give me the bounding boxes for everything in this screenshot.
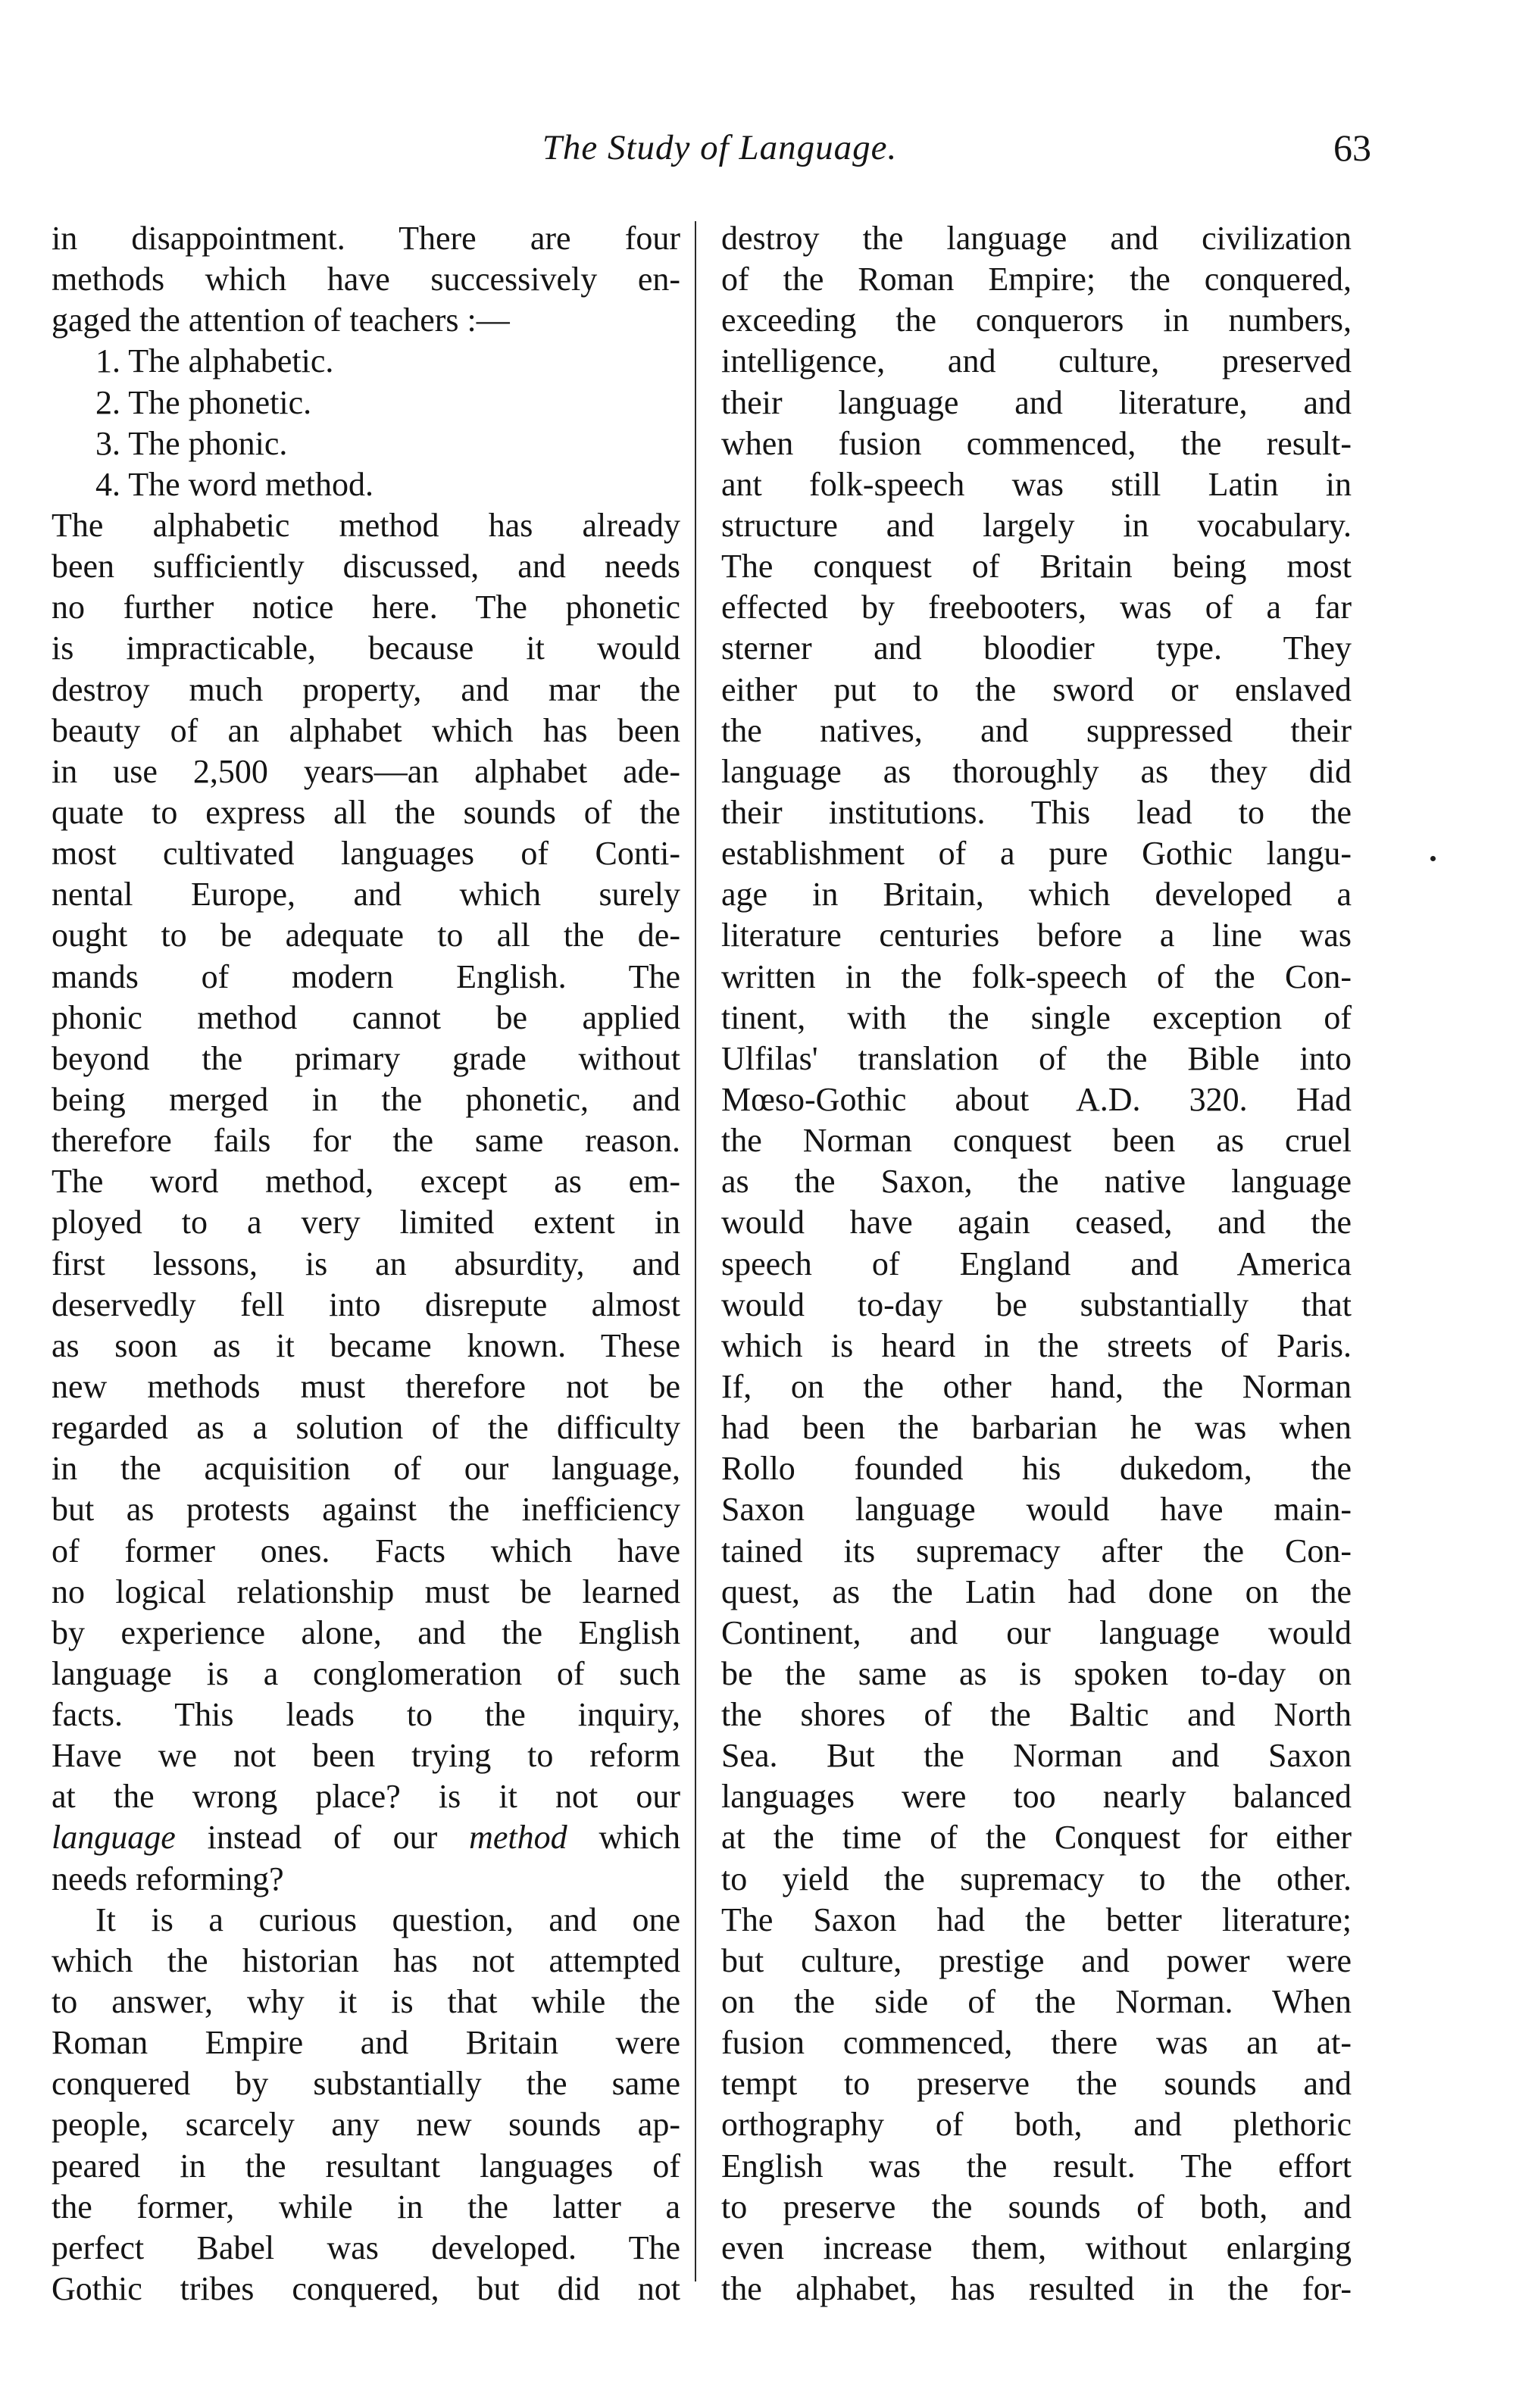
list-item: 2. The phonetic. [95, 383, 312, 421]
text-line: intelligence, and culture, preserved [721, 342, 1352, 380]
text-line: which the historian has not attempted [52, 1941, 680, 1979]
text-line: when fusion commenced, the result- [721, 424, 1352, 462]
italic-word-method: method [469, 1819, 567, 1857]
text-line: the natives, and suppressed their [721, 711, 1352, 749]
text-line: literature centuries before a line was [721, 917, 1352, 954]
text-line: being merged in the phonetic, and [52, 1080, 680, 1118]
text-line: destroy much property, and mar the [52, 670, 680, 708]
text-line: in the acquisition of our language, [52, 1450, 680, 1488]
text-line: sterner and bloodier type. They [721, 629, 1352, 667]
text-line: gaged the attention of teachers :— [52, 301, 510, 339]
text-line: tained its supremacy after the Con- [721, 1532, 1352, 1569]
text-line: written in the folk-speech of the Con- [721, 957, 1352, 995]
text-line: tinent, with the single exception of [721, 998, 1352, 1036]
text-line: deservedly fell into disrepute almost [52, 1285, 680, 1323]
text-line: tempt to preserve the sounds and [721, 2065, 1352, 2103]
text-line: to preserve the sounds of both, and [721, 2188, 1352, 2225]
right-column [721, 218, 1352, 2310]
text-line: in disappointment. There are four [52, 220, 680, 257]
text-line: nental Europe, and which surely [52, 876, 680, 914]
text-line: effected by freebooters, was of a far [721, 589, 1352, 626]
text-line: perfect Babel was developed. The [52, 2228, 680, 2266]
text-line: language is a conglomeration of such [52, 1654, 680, 1692]
text-line: of former ones. Facts which have [52, 1532, 680, 1569]
list-item: 3. The phonic. [95, 424, 288, 462]
text-line: orthography of both, and plethoric [721, 2106, 1352, 2144]
text-line: Have we not been trying to reform [52, 1737, 680, 1775]
text-line: at the time of the Conquest for either [721, 1819, 1352, 1857]
italic-word-language: language [52, 1819, 176, 1857]
text-line: as the Saxon, the native language [721, 1163, 1352, 1201]
margin-speck [1430, 856, 1436, 861]
text-line: Roman Empire and Britain were [52, 2024, 680, 2062]
text-line: their institutions. This lead to the [721, 793, 1352, 831]
page-number: 63 [1333, 126, 1371, 169]
text-line: most cultivated languages of Conti- [52, 835, 680, 873]
text-line: Ulfilas' translation of the Bible into [721, 1039, 1352, 1077]
text-line: beyond the primary grade without [52, 1039, 680, 1077]
text-line: which is heard in the streets of Paris. [721, 1326, 1352, 1364]
text-line: on the side of the Norman. When [721, 1983, 1352, 2021]
text-line: would have again ceased, and the [721, 1204, 1352, 1241]
list-item: 1. The alphabetic. [95, 342, 334, 380]
text-line: It is a curious question, and one [95, 1900, 680, 1938]
text-line: at the wrong place? is it not our [52, 1778, 680, 1816]
text-line: the shores of the Baltic and North [721, 1696, 1352, 1734]
text-line: but as protests against the inefficiency [52, 1491, 680, 1529]
text-line: is impracticable, because it would [52, 629, 680, 667]
text-line: peared in the resultant languages of [52, 2147, 680, 2185]
text-line: be the same as is spoken to-day on [721, 1654, 1352, 1692]
text-line: their language and literature, and [721, 383, 1352, 421]
text-line: beauty of an alphabet which has been [52, 711, 680, 749]
text-line: If, on the other hand, the Norman [721, 1367, 1352, 1405]
text-line: Mœso-Gothic about A.D. 320. Had [721, 1080, 1352, 1118]
text-line: in use 2,500 years—an alphabet ade- [52, 752, 680, 790]
text-line: had been the barbarian he was when [721, 1409, 1352, 1447]
text-line: new methods must therefore not be [52, 1367, 680, 1405]
text-line: conquered by substantially the same [52, 2065, 680, 2103]
list-item: 4. The word method. [95, 465, 374, 503]
text-line: therefore fails for the same reason. [52, 1122, 680, 1160]
text-line: ployed to a very limited extent in [52, 1204, 680, 1241]
text-line: exceeding the conquerors in numbers, [721, 301, 1352, 339]
text-line: as soon as it became known. These [52, 1326, 680, 1364]
text-line: regarded as a solution of the difficulty [52, 1409, 680, 1447]
text-fragment: instead of our [175, 1819, 470, 1857]
text-line: the former, while in the latter a [52, 2188, 680, 2225]
running-header-title: The Study of Language. [542, 128, 898, 167]
text-line: Rollo founded his dukedom, the [721, 1450, 1352, 1488]
text-line: methods which have successively en- [52, 261, 680, 298]
column-divider [695, 221, 696, 2282]
text-line: to yield the supremacy to the other. [721, 1860, 1352, 1897]
text-line: establishment of a pure Gothic langu- [721, 835, 1352, 873]
text-line: Gothic tribes conquered, but did not [52, 2270, 680, 2308]
text-line: even increase them, without enlarging [721, 2228, 1352, 2266]
text-line: age in Britain, which developed a [721, 876, 1352, 914]
text-line: speech of England and America [721, 1245, 1352, 1282]
text-line: by experience alone, and the English [52, 1613, 680, 1651]
text-line: phonic method cannot be applied [52, 998, 680, 1036]
text-line: mands of modern English. The [52, 957, 680, 995]
text-line: but culture, prestige and power were [721, 1941, 1352, 1979]
text-line: The conquest of Britain being most [721, 548, 1352, 586]
text-line-with-italics [52, 1817, 680, 1858]
text-line: ought to be adequate to all the de- [52, 917, 680, 954]
text-line: Continent, and our language would [721, 1613, 1352, 1651]
text-line: destroy the language and civilization [721, 220, 1352, 257]
text-line: Saxon language would have main- [721, 1491, 1352, 1529]
text-line: ant folk-speech was still Latin in [721, 465, 1352, 503]
text-line: languages were too nearly balanced [721, 1778, 1352, 1816]
text-fragment: which [567, 1819, 680, 1857]
text-line: language as thoroughly as they did [721, 752, 1352, 790]
text-line: people, scarcely any new sounds ap- [52, 2106, 680, 2144]
text-line: the alphabet, has resulted in the for- [721, 2270, 1352, 2308]
text-line: the Norman conquest been as cruel [721, 1122, 1352, 1160]
text-line: of the Roman Empire; the conquered, [721, 261, 1352, 298]
text-line: quest, as the Latin had done on the [721, 1573, 1352, 1610]
text-line: The Saxon had the better literature; [721, 1900, 1352, 1938]
left-column [52, 218, 680, 2310]
text-line: The alphabetic method has already [52, 506, 680, 544]
text-line: been sufficiently discussed, and needs [52, 548, 680, 586]
text-line: The word method, except as em- [52, 1163, 680, 1201]
text-line: no further notice here. The phonetic [52, 589, 680, 626]
text-line: quate to express all the sounds of the [52, 793, 680, 831]
text-line: no logical relationship must be learned [52, 1573, 680, 1610]
text-line: needs reforming? [52, 1860, 284, 1897]
text-line: to answer, why it is that while the [52, 1983, 680, 2021]
text-line: either put to the sword or enslaved [721, 670, 1352, 708]
text-line: English was the result. The effort [721, 2147, 1352, 2185]
text-line: fusion commenced, there was an at- [721, 2024, 1352, 2062]
text-line: Sea. But the Norman and Saxon [721, 1737, 1352, 1775]
text-line: facts. This leads to the inquiry, [52, 1696, 680, 1734]
text-line: would to-day be substantially that [721, 1285, 1352, 1323]
text-line: structure and largely in vocabulary. [721, 506, 1352, 544]
text-line: first lessons, is an absurdity, and [52, 1245, 680, 1282]
